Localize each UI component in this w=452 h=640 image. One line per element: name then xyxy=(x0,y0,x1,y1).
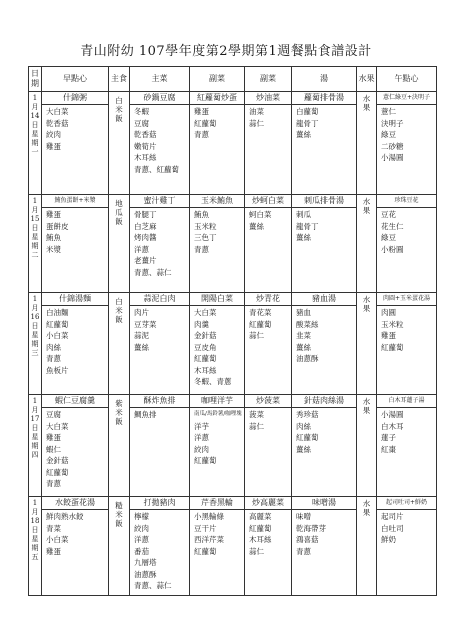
side1-cell xyxy=(190,293,245,395)
ingredient-item: 大白菜 xyxy=(194,308,217,317)
ingredient-list xyxy=(377,408,436,455)
ingredient-item: 紅蘿蔔 xyxy=(249,319,272,329)
dish-name: 蝦仁豆腐羹 xyxy=(42,395,108,408)
ingredient-item: 小粉圓 xyxy=(381,244,404,254)
afternoon-cell xyxy=(377,293,437,395)
ingredient-list xyxy=(130,306,189,353)
soup-cell xyxy=(292,293,357,395)
ingredient-item: 紅蘿蔔 xyxy=(194,456,217,465)
ingredient-list xyxy=(245,306,291,342)
side2-cell xyxy=(245,92,292,195)
ingredient-item: 紅棗 xyxy=(381,444,396,454)
ingredient-item: 蒜仁 xyxy=(249,546,264,556)
ingredient-item: 紅蘿蔔 xyxy=(296,433,319,442)
ingredient-list xyxy=(190,208,244,255)
ingredient-list xyxy=(190,306,244,388)
dish-name: 蒜泥白肉 xyxy=(130,293,189,306)
staple-cell: 白 米 飯 xyxy=(109,293,130,395)
side1-cell xyxy=(190,497,245,596)
ingredient-list xyxy=(377,306,436,353)
ingredient-item: 白芝麻 xyxy=(134,221,157,231)
dish-name: 蘿蔔排骨湯 xyxy=(292,92,356,105)
ingredient-item: 豬血 xyxy=(296,308,311,317)
ingredient-item: 豆芽菜 xyxy=(134,319,157,329)
ingredient-item: 豆干片 xyxy=(194,523,217,533)
ingredient-item: 青蔥 xyxy=(46,354,61,363)
dish-name: 薏仁綠豆+決明子 xyxy=(377,92,436,105)
menu-table xyxy=(28,66,437,596)
dish-name: 刺瓜排骨湯 xyxy=(292,195,356,208)
ingredient-item: 鴻喜菇 xyxy=(296,535,319,544)
staple-cell: 紫 米 飯 xyxy=(109,395,130,497)
ingredient-list xyxy=(42,105,108,152)
ingredient-item: 青菜 xyxy=(46,523,61,533)
ingredient-item: 魚板片 xyxy=(46,365,69,375)
ingredient-item: 米漿 xyxy=(46,244,61,254)
dish-name: 炒菠菜 xyxy=(245,395,291,408)
dish-name: 咖哩洋芋 xyxy=(190,395,244,408)
side1-cell xyxy=(190,92,245,195)
ingredient-item: 決明子 xyxy=(381,118,404,128)
ingredient-item: 金針菇 xyxy=(46,456,69,465)
page-title: 青山附幼 107學年度第2學期第1週餐點食譜設計 xyxy=(80,44,372,59)
ingredient-item: 花生仁 xyxy=(381,221,404,231)
ingredient-item: 高麗菜 xyxy=(249,512,272,521)
ingredient-list xyxy=(292,208,356,244)
ingredient-item: 絞肉 xyxy=(134,523,149,533)
side1-cell xyxy=(190,395,245,497)
ingredient-item: 番茄 xyxy=(134,546,149,556)
ingredient-item: 豆皮角 xyxy=(194,342,217,352)
afternoon-cell xyxy=(377,497,437,596)
ingredient-item: 鮪魚 xyxy=(46,233,61,242)
ingredient-item: 綠豆 xyxy=(381,130,396,139)
ingredient-item: 烤肉醬 xyxy=(134,233,157,242)
ingredient-item: 老薑片 xyxy=(134,256,157,265)
ingredient-item: 紅蘿蔔 xyxy=(194,354,217,363)
soup-cell xyxy=(292,497,357,596)
ingredient-item: 九層塔 xyxy=(134,558,157,567)
day-row xyxy=(29,395,437,497)
ingredient-item: 冬蝦 xyxy=(134,107,149,116)
ingredient-list xyxy=(190,408,244,467)
ingredient-list xyxy=(245,208,291,232)
ingredient-list xyxy=(42,408,108,490)
ingredient-list xyxy=(245,105,291,129)
ingredient-item: 肉絲 xyxy=(46,342,61,352)
main-cell xyxy=(130,497,190,596)
ingredient-item: 肉絲 xyxy=(296,421,311,431)
dish-name: 豬血湯 xyxy=(292,293,356,306)
ingredient-item: 紅蘿蔔 xyxy=(46,319,69,329)
staple-cell: 白 米 飯 xyxy=(109,92,130,195)
header-side-dish-2: 副菜 xyxy=(245,67,292,92)
ingredient-item: 檸檬 xyxy=(134,512,149,521)
ingredient-item: 鮪魚 xyxy=(194,210,209,219)
afternoon-cell xyxy=(377,395,437,497)
dish-name: 炒蚵白菜 xyxy=(245,195,291,208)
dish-name: 酥炸魚排 xyxy=(130,395,189,408)
dish-name: 起司吐司+鮮奶 xyxy=(377,497,436,510)
ingredient-item: 青蔥、蒜仁 xyxy=(134,267,172,277)
ingredient-item: 小白菜 xyxy=(46,331,69,340)
fruit-cell: 水 果 xyxy=(357,293,377,395)
dish-name: 珍珠豆花 xyxy=(377,195,436,208)
header-morning-snack: 早點心 xyxy=(42,67,109,92)
dish-name: 味噌湯 xyxy=(292,497,356,510)
ingredient-list xyxy=(42,510,108,557)
morning-cell xyxy=(42,92,109,195)
ingredient-item: 木耳絲 xyxy=(249,535,272,544)
ingredient-item: 油蔥酥 xyxy=(296,354,319,363)
ingredient-item: 薑絲 xyxy=(249,221,264,231)
ingredient-item: 雞蛋 xyxy=(194,107,209,116)
ingredient-item: 雞蛋 xyxy=(46,433,61,442)
day-row xyxy=(29,497,437,596)
side2-cell xyxy=(245,395,292,497)
ingredient-item: 大白菜 xyxy=(46,421,69,431)
date-cell: 1 月 16 日 星 期 三 xyxy=(29,293,42,395)
ingredient-item: 鮮肉熟水餃 xyxy=(46,512,84,521)
ingredient-item: 綠豆 xyxy=(381,233,396,242)
ingredient-item: 肉羹 xyxy=(194,319,209,329)
ingredient-item: 洋芋 xyxy=(194,421,209,431)
ingredient-item: 木耳絲 xyxy=(194,365,217,375)
date-cell: 1 月 17 日 星 期 四 xyxy=(29,395,42,497)
ingredient-item: 薑絲 xyxy=(296,444,311,454)
ingredient-item: 小黑輪條 xyxy=(194,512,224,521)
header-date: 日期 xyxy=(29,67,42,92)
ingredient-item: 小湯圓 xyxy=(381,153,404,162)
ingredient-item: 蒜仁 xyxy=(249,421,264,431)
ingredient-list xyxy=(130,510,189,592)
fruit-cell: 水 果 xyxy=(357,92,377,195)
dish-name: 開陽白菜 xyxy=(190,293,244,306)
ingredient-list xyxy=(292,105,356,141)
dish-name: 玉米鮪魚 xyxy=(190,195,244,208)
fruit-cell: 水 果 xyxy=(357,497,377,596)
header-soup: 湯 xyxy=(292,67,357,92)
header-side-dish-1: 副菜 xyxy=(190,67,245,92)
dish-name: 什錦粥 xyxy=(42,92,108,105)
ingredient-item: 肉圓 xyxy=(381,308,396,317)
ingredient-item: 青蔥 xyxy=(194,130,209,139)
ingredient-item: 絞肉 xyxy=(194,444,209,454)
ingredient-item: 乾海帶芽 xyxy=(296,523,326,533)
ingredient-item: 豆腐 xyxy=(46,410,61,419)
ingredient-item: 薑絲 xyxy=(296,342,311,352)
date-cell: 1 月 15 日 星 期 二 xyxy=(29,195,42,293)
ingredient-list xyxy=(190,105,244,141)
ingredient-item: 白木耳 xyxy=(381,421,404,431)
ingredient-item: 白吐司 xyxy=(381,523,404,533)
day-row xyxy=(29,293,437,395)
header-staple: 主食 xyxy=(109,67,130,92)
ingredient-list xyxy=(130,105,189,175)
side2-cell xyxy=(245,497,292,596)
ingredient-item: 西洋芹菜 xyxy=(194,535,224,544)
ingredient-item: 薑絲 xyxy=(296,130,311,139)
day-row xyxy=(29,92,437,195)
ingredient-item: 雞蛋 xyxy=(46,141,61,151)
ingredient-list xyxy=(292,510,356,557)
ingredient-item: 白油麵 xyxy=(46,308,69,317)
ingredient-item: 雞蛋 xyxy=(46,546,61,556)
ingredient-item: 豆花 xyxy=(381,210,396,219)
date-cell: 1 月 14 日 星 期 一 xyxy=(29,92,42,195)
ingredient-item: 絞肉 xyxy=(46,130,61,139)
ingredient-item: 青蔥、紅蘿蔔 xyxy=(134,164,179,174)
ingredient-item: 鯛魚排 xyxy=(134,410,157,419)
ingredient-item: 蓮子 xyxy=(381,433,396,442)
ingredient-list xyxy=(190,510,244,557)
ingredient-item: 紅蘿蔔 xyxy=(381,342,404,352)
soup-cell xyxy=(292,92,357,195)
ingredient-item: 洋蔥 xyxy=(194,433,209,442)
ingredient-item: 蒜仁 xyxy=(249,331,264,340)
ingredient-list xyxy=(292,306,356,365)
morning-cell xyxy=(42,395,109,497)
ingredient-list xyxy=(292,408,356,455)
ingredient-item: 蚵白菜 xyxy=(249,210,272,219)
ingredient-item: 紅蘿蔔 xyxy=(249,523,272,533)
ingredient-item: 油菜 xyxy=(249,107,264,116)
ingredient-item: 紅蘿蔔 xyxy=(46,467,69,477)
ingredient-list xyxy=(130,208,189,278)
ingredient-item: 蒜泥 xyxy=(134,331,149,340)
ingredient-list xyxy=(245,510,291,557)
dish-name: 白木耳蓮子湯 xyxy=(377,395,436,408)
ingredient-item: 蒜仁 xyxy=(249,118,264,128)
side2-cell xyxy=(245,293,292,395)
ingredient-item: 青蔥 xyxy=(296,546,311,556)
ingredient-list xyxy=(377,510,436,546)
ingredient-item: 雞蛋 xyxy=(46,210,61,219)
fruit-cell: 水 果 xyxy=(357,395,377,497)
ingredient-item: 玉米粒 xyxy=(194,221,217,231)
ingredient-item: 三色丁 xyxy=(194,233,217,242)
ingredient-item: 嫩筍片 xyxy=(134,141,157,151)
ingredient-item: 青花菜 xyxy=(249,308,272,317)
dish-name: 炒青花 xyxy=(245,293,291,306)
date-cell: 1 月 18 日 星 期 五 xyxy=(29,497,42,596)
ingredient-item: 小湯圓 xyxy=(381,410,404,419)
ingredient-item: 油蔥酥 xyxy=(134,569,157,579)
dish-name: 什錦湯麵 xyxy=(42,293,108,306)
ingredient-item: 雞蛋 xyxy=(381,331,396,340)
ingredient-item: 菠菜 xyxy=(249,410,264,419)
ingredient-item: 肉片 xyxy=(134,308,149,317)
soup-cell xyxy=(292,195,357,293)
ingredient-item: 白蘿蔔 xyxy=(296,107,319,116)
staple-cell: 地 瓜 飯 xyxy=(109,195,130,293)
ingredient-item: 骨腿丁 xyxy=(134,210,157,219)
ingredient-item: 薑絲 xyxy=(134,342,149,352)
dish-name: 炒高麗菜 xyxy=(245,497,291,510)
ingredient-list xyxy=(130,408,189,421)
dish-name: 打拋豬肉 xyxy=(130,497,189,510)
ingredient-list xyxy=(377,208,436,255)
ingredient-item: 冬蝦、青蔥 xyxy=(194,377,232,386)
ingredient-item: 青蔥 xyxy=(194,244,209,254)
ingredient-item: 起司片 xyxy=(381,512,404,521)
main-cell xyxy=(130,92,190,195)
main-cell xyxy=(130,293,190,395)
ingredient-item: 味噌 xyxy=(296,512,311,521)
dish-name: 鮪魚蛋餅+米漿 xyxy=(42,195,108,208)
header-main-dish: 主菜 xyxy=(130,67,190,92)
ingredient-item: 二砂糖 xyxy=(381,141,404,151)
ingredient-item: 蛋餅皮 xyxy=(46,221,69,231)
ingredient-item: 鮮奶 xyxy=(381,535,396,544)
ingredient-item: 龍骨丁 xyxy=(296,118,319,128)
ingredient-item: 洋蔥 xyxy=(134,244,149,254)
dish-name: 紅蘿蔔炒蛋 xyxy=(190,92,244,105)
ingredient-item: 刺瓜 xyxy=(296,210,311,219)
header-afternoon-snack: 午點心 xyxy=(377,67,437,92)
ingredient-item: 乾香菇 xyxy=(134,130,157,139)
main-cell xyxy=(130,395,190,497)
header-row xyxy=(29,67,437,92)
ingredient-item: 青蔥、蒜仁 xyxy=(134,581,172,590)
morning-cell xyxy=(42,497,109,596)
ingredient-item: 青蔥 xyxy=(46,479,61,488)
ingredient-item: 金針菇 xyxy=(194,331,217,340)
morning-cell xyxy=(42,293,109,395)
fruit-cell: 水 果 xyxy=(357,195,377,293)
ingredient-item: 小白菜 xyxy=(46,535,69,544)
ingredient-item: 薏仁 xyxy=(381,107,396,116)
ingredient-list xyxy=(42,306,108,376)
ingredient-item: 木耳絲 xyxy=(134,153,157,162)
dish-name: 砂鍋豆腐 xyxy=(130,92,189,105)
ingredient-item: 薑絲 xyxy=(296,233,311,242)
side1-cell xyxy=(190,195,245,293)
dish-name: 水餃蛋花湯 xyxy=(42,497,108,510)
ingredient-item: 秀珍菇 xyxy=(296,410,319,419)
side2-cell xyxy=(245,195,292,293)
ingredient-item: 玉米粒 xyxy=(381,319,404,329)
ingredient-item: 豆腐 xyxy=(134,118,149,128)
morning-cell xyxy=(42,195,109,293)
ingredient-item: 龍骨丁 xyxy=(296,221,319,231)
header-fruit: 水果 xyxy=(357,67,377,92)
ingredient-item: 酸菜絲 xyxy=(296,319,319,329)
ingredient-item: 蝦仁 xyxy=(46,444,61,454)
ingredient-list xyxy=(245,408,291,432)
ingredient-item: 紅蘿蔔 xyxy=(194,118,217,128)
soup-cell xyxy=(292,395,357,497)
ingredient-item: 紅蘿蔔 xyxy=(194,546,217,556)
afternoon-cell xyxy=(377,195,437,293)
ingredient-item: 韭菜 xyxy=(296,331,311,340)
ingredient-list xyxy=(377,105,436,164)
ingredient-item: 大白菜 xyxy=(46,107,69,116)
dish-name: 炒油菜 xyxy=(245,92,291,105)
ingredient-item: 乾香菇 xyxy=(46,118,69,128)
dish-name: 蜜汁雞丁 xyxy=(130,195,189,208)
day-row xyxy=(29,195,437,293)
ingredient-item: 南瓜/馬鈴薯/咖哩塊 xyxy=(194,411,242,417)
ingredient-list xyxy=(42,208,108,255)
dish-name: 針菇肉絲湯 xyxy=(292,395,356,408)
afternoon-cell xyxy=(377,92,437,195)
main-cell xyxy=(130,195,190,293)
staple-cell: 糙 米 飯 xyxy=(109,497,130,596)
dish-name: 肉圓+玉米蛋花湯 xyxy=(377,293,436,306)
dish-name: 芹香黑輪 xyxy=(190,497,244,510)
ingredient-item: 洋蔥 xyxy=(134,535,149,544)
